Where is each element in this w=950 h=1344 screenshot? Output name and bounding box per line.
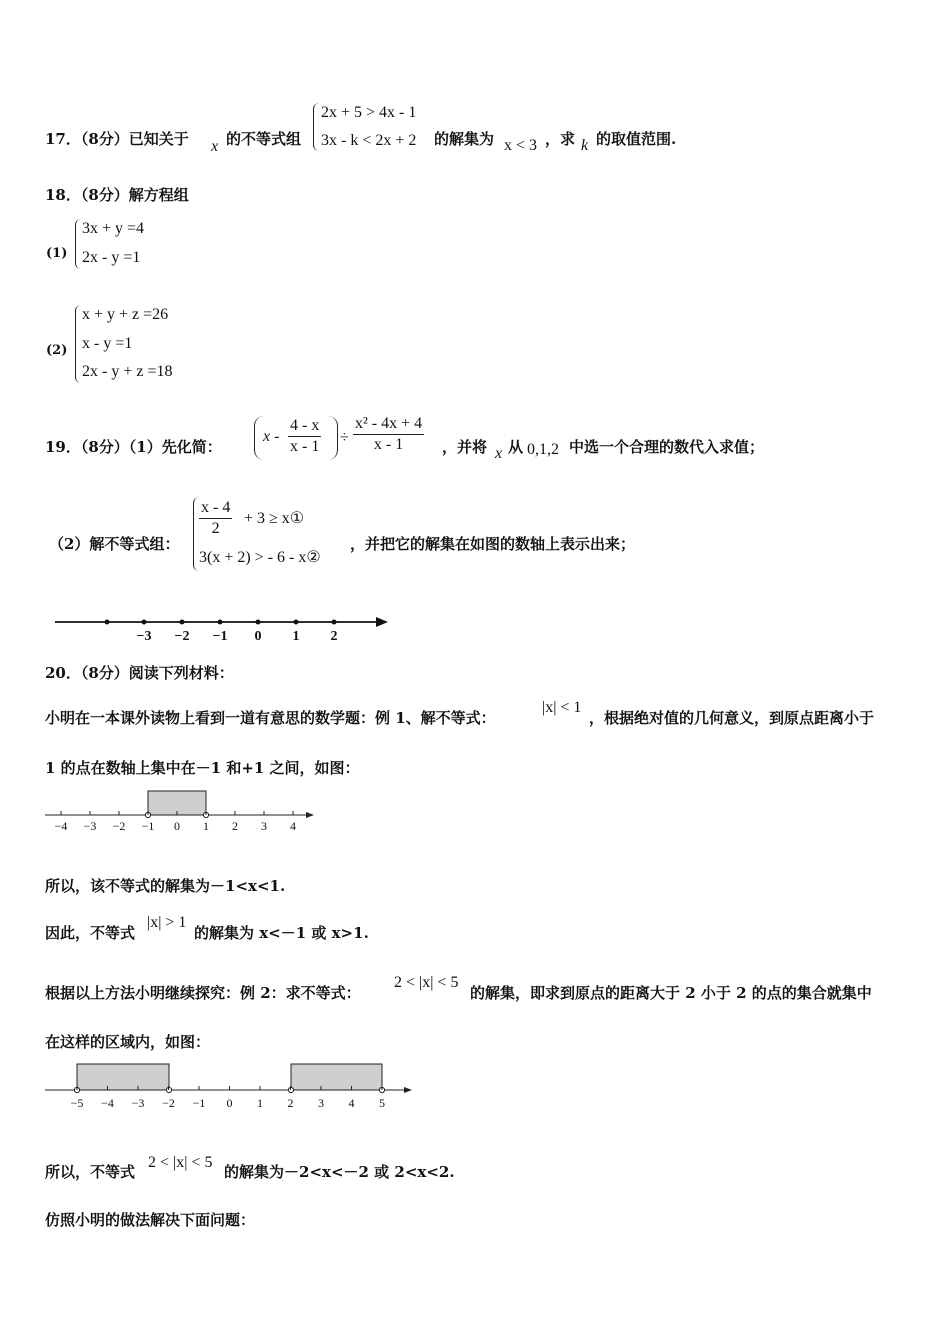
q20-axis2-tick-label: 0 <box>226 1096 233 1110</box>
q18-p2-label: (2) <box>46 343 68 358</box>
q19-ineq1-rest: + 3 ≥ x① <box>244 510 305 527</box>
q19-axis-ticks <box>137 620 338 645</box>
q20-label: 20．（8分）阅读下列材料： <box>45 664 234 682</box>
q19-axis-tick-mark <box>256 620 261 625</box>
q20-line-hence-a: 因此，不等式 <box>45 924 136 942</box>
q20-axis2-interval-right <box>291 1064 382 1090</box>
q19-number-line <box>50 608 395 652</box>
q19-axis-tick-label: −1 <box>212 629 228 644</box>
q20-axis2-tick-label: −2 <box>162 1096 175 1110</box>
q19-frac1-den: x - 1 <box>290 438 320 455</box>
q20-axis2-tick-label: −4 <box>101 1096 114 1110</box>
q19-frac2-den: x - 1 <box>373 436 404 453</box>
q20-axis1-tick-label: 4 <box>290 819 296 833</box>
q19-p2-end: ，并把它的解集在如图的数轴上表示出来； <box>350 535 636 553</box>
q19-expr-x: x - <box>263 428 280 445</box>
q19-axis-tick-mark <box>294 620 299 625</box>
q17-text-end: 的取值范围. <box>596 130 677 148</box>
q19-axis-tick-label: 1 <box>292 629 300 644</box>
q18-p2-eq3: 2x - y + z =18 <box>82 363 173 380</box>
q18-p1-eq2: 2x - y =1 <box>82 249 141 266</box>
q19-ineq1-den: 2 <box>211 520 220 537</box>
q17-var-k: k <box>581 137 589 154</box>
q20-axis2-tick-label: −1 <box>192 1096 206 1110</box>
q19-axis-tick-mark <box>142 620 147 625</box>
q20-number-line-1 <box>40 786 320 836</box>
q18-p2-eq1: x + y + z =26 <box>82 306 169 323</box>
q19-text-mid: ，并将 <box>442 438 488 456</box>
q20-para2-a: 根据以上方法小明继续探究：例 2：求不等式： <box>45 984 361 1002</box>
q19-p2-label: （2）解不等式组： <box>49 535 180 553</box>
q20-axis2-tick-label: 2 <box>287 1096 294 1110</box>
q18-p1-eq1: 3x + y =4 <box>82 220 145 237</box>
q17-brace <box>313 103 320 151</box>
q20-ineq-d: 2 < |x| < 5 <box>148 1154 213 1171</box>
q20-axis1-tick-label: −1 <box>141 819 155 833</box>
q19-text-end: 中选一个合理的数代入求值； <box>569 438 765 456</box>
q17-sol: x < 3 <box>504 137 538 154</box>
q20-line-so2-b: 的解集为－2<x<－2 或 2<x<2. <box>224 1163 455 1181</box>
q20-axis1-tick-label: 1 <box>203 819 209 833</box>
q17-eq1: 2x + 5 > 4x - 1 <box>321 104 417 121</box>
q20-ineq-a: |x| < 1 <box>542 699 582 716</box>
q18-p1-brace <box>75 219 82 269</box>
q17-text-system: 的不等式组 <box>226 130 302 148</box>
q19-axis-tick-mark <box>180 620 185 625</box>
q19-axis-tick-label: 0 <box>254 629 262 644</box>
q20-line-so1: 所以，该不等式的解集为－1<x<1. <box>45 877 286 895</box>
q19-axis-tick-label: 2 <box>330 629 338 644</box>
q20-ineq-b: |x| > 1 <box>147 914 187 931</box>
q19-frac1-num: 4 - x <box>288 416 321 437</box>
q20-axis2-tick-label: −5 <box>70 1096 84 1110</box>
q19-frac2-num: x² - 4x + 4 <box>353 414 424 435</box>
q19-axis-tick-label: −2 <box>174 629 190 644</box>
q17-eq2: 3x - k < 2x + 2 <box>321 132 417 149</box>
q19-axis-tick-mark <box>332 620 337 625</box>
q20-axis1-tick-label: 2 <box>232 819 238 833</box>
q20-para1-a: 小明在一本课外读物上看到一道有意思的数学题：例 1、解不等式： <box>45 709 496 727</box>
q20-para2-c: 在这样的区域内，如图： <box>45 1033 211 1051</box>
q20-line-hence-b: 的解集为 x<－1 或 x>1. <box>194 924 369 942</box>
q20-axis1-tick-label: 0 <box>174 819 180 833</box>
q17-text-ask: ，求 <box>545 130 576 148</box>
q20-axis2-tick-label: 4 <box>348 1096 355 1110</box>
q20-number-line-2 <box>40 1058 420 1114</box>
q19-text-from: 从 <box>508 438 524 456</box>
q20-axis2-interval-left <box>77 1064 169 1090</box>
q20-axis1-tick-label: −3 <box>83 819 97 833</box>
q19-var-x: x <box>495 445 503 462</box>
q17-text-sol: 的解集为 <box>434 130 495 148</box>
q20-para1-b: ，根据绝对值的几何意义，到原点距离小于 <box>589 709 875 727</box>
q19-set: 0,1,2 <box>527 441 559 458</box>
q17-label: 17．（8分）已知关于 <box>45 130 189 148</box>
q20-axis2-tick-label: 1 <box>257 1096 263 1110</box>
q20-axis1-tick-label: −4 <box>54 819 68 833</box>
q18-p2-brace <box>75 305 82 383</box>
q20-axis2-tick-label: −3 <box>131 1096 145 1110</box>
q17-var-x: x <box>211 138 219 155</box>
q18-p1-label: (1) <box>46 246 68 261</box>
q20-axis1-tick-label: −2 <box>112 819 126 833</box>
q20-axis2-tick-label: 3 <box>318 1096 324 1110</box>
q19-frac2 <box>353 414 424 455</box>
q20-para2-b: 的解集，即求到原点的距离大于 2 小于 2 的点的集合就集中 <box>470 984 872 1002</box>
q19-ineq2: 3(x + 2) > - 6 - x② <box>199 549 321 566</box>
q19-div: ÷ <box>340 429 349 446</box>
q20-para1-c: 1 的点在数轴上集中在－1 和+1 之间，如图： <box>45 759 360 777</box>
q19-ineq1-num: x - 4 <box>199 498 232 519</box>
q19-label: 19．（8分）（1）先化简： <box>45 438 222 456</box>
q20-ineq-c: 2 < |x| < 5 <box>394 974 459 991</box>
q19-frac1 <box>288 416 321 457</box>
q20-axis2-tick-label: 5 <box>379 1096 385 1110</box>
q19-ineq1-frac <box>199 498 232 539</box>
q18-p2-eq2: x - y =1 <box>82 335 133 352</box>
q19-axis-tick-mark <box>218 620 223 625</box>
q19-axis-tick-label: −3 <box>136 629 152 644</box>
q20-line-so2-a: 所以，不等式 <box>45 1163 136 1181</box>
q20-line-follow: 仿照小明的做法解决下面问题： <box>45 1211 256 1229</box>
q18-label: 18．（8分）解方程组 <box>45 186 189 204</box>
q20-axis1-tick-label: 3 <box>261 819 267 833</box>
q19-axis-dot <box>105 620 110 625</box>
